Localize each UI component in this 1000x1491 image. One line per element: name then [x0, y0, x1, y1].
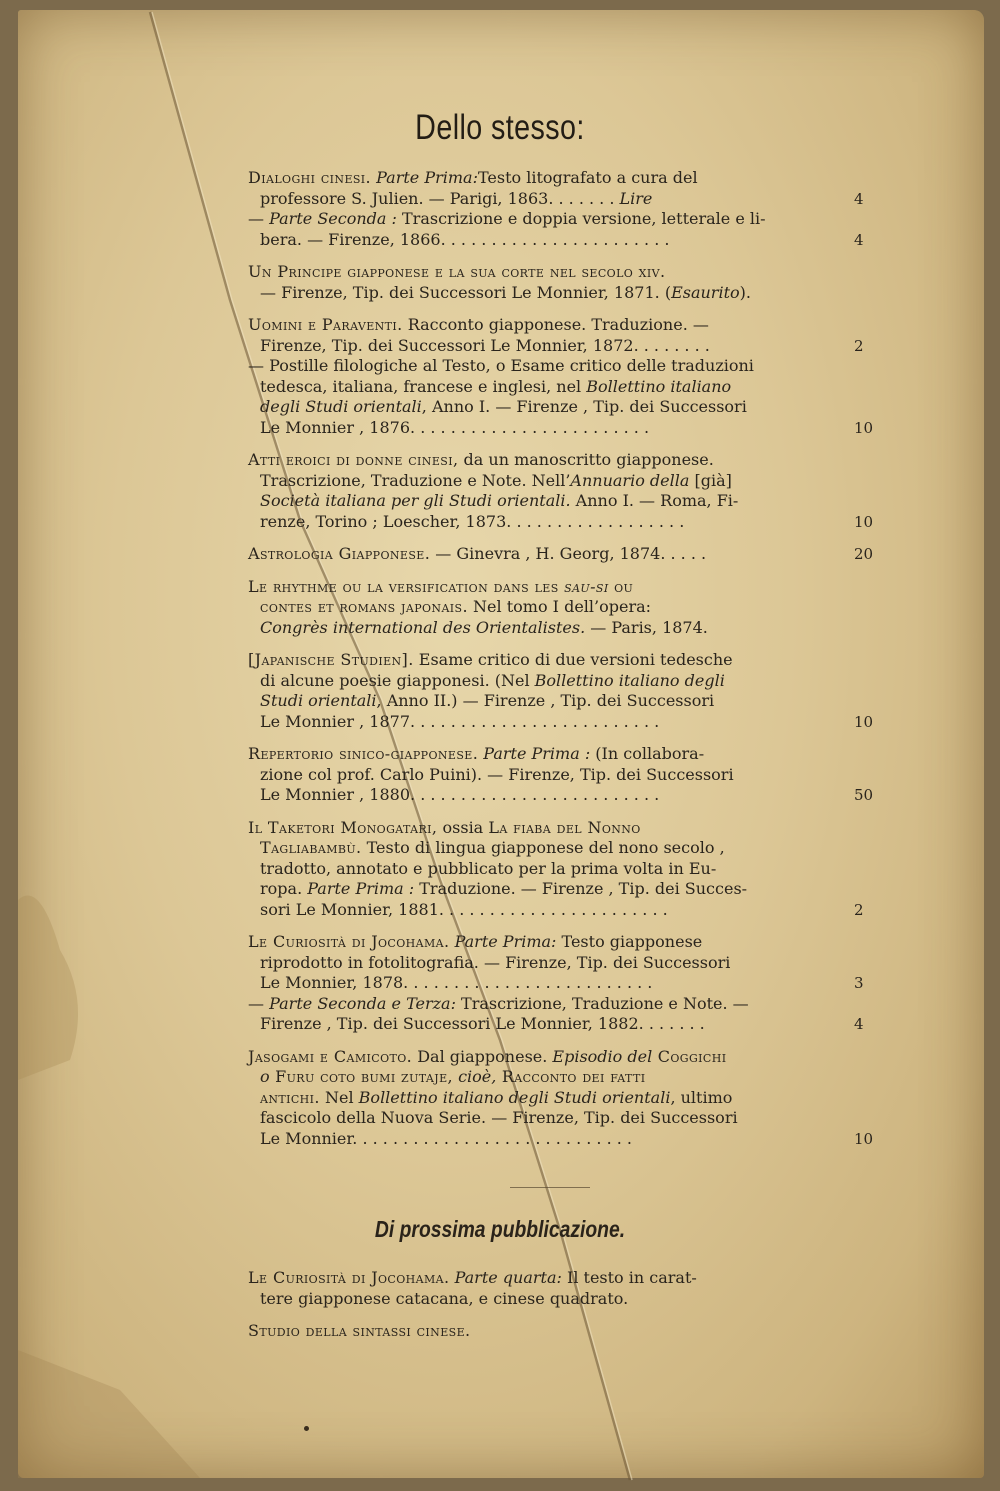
entry-text: Studi orientali: [260, 691, 377, 710]
bibliography-entry: [248, 577, 838, 639]
entry-line: [248, 879, 838, 900]
entry-text: Le Monnier, 1878. . . . . . . . . . . . . . . . . . . . . . . . .: [260, 973, 653, 992]
entry-line: [248, 1088, 838, 1109]
entry-line: [248, 188, 864, 210]
entry-text: Le Curiosità di Jocohama.: [248, 932, 450, 951]
entry-text: — Firenze, Tip. dei Successori Le Monnier, 1871. (: [260, 282, 672, 302]
entry-line: [248, 511, 874, 533]
entry-line: [248, 1289, 838, 1310]
entry-line: [248, 1067, 838, 1088]
entry-line: [248, 818, 838, 839]
entry-text: , Anno II.) — Firenze , Tip. dei Successori: [376, 691, 715, 710]
entry-line: [248, 671, 838, 692]
entry-text: Trascrizione, Traduzione e Note. Nell’: [260, 470, 571, 490]
entry-text: Le Monnier , 1877. . . . . . . . . . . . . . . . . . . . . . . . .: [260, 711, 660, 731]
entry-text: Traduzione. — Firenze , Tip. dei Succes-: [414, 879, 748, 898]
entry-text: — Paris, 1874.: [585, 617, 708, 637]
ink-spot: [304, 1426, 309, 1431]
page-title: Dello stesso:: [415, 108, 585, 147]
entry-text: Esaurito: [671, 282, 740, 302]
entry-line: [248, 744, 838, 765]
entry-text: ou: [608, 576, 634, 596]
price-value: 50: [854, 786, 874, 804]
entry-text: da un manoscritto giapponese.: [458, 450, 714, 469]
entry-text: Astrologia Giapponese.: [248, 544, 431, 563]
entry-text: — Postille filologiche al Testo, o Esame critico delle traduzioni: [248, 356, 754, 375]
upcoming-list: [248, 1268, 838, 1354]
bibliography-entry: [248, 650, 874, 732]
entry-text: Repertorio sinico-giapponese.: [248, 744, 479, 763]
entry-text: Parte Prima :: [478, 744, 591, 763]
entry-text: Atti eroici di donne cinesi,: [248, 450, 459, 469]
entry-line: [248, 597, 838, 618]
entry-text: contes et romans japonais.: [260, 597, 468, 616]
entry-text: fascicolo della Nuova Serie. — Firenze, Tip. dei Successori: [260, 1108, 738, 1127]
entry-text: riprodotto in fotolitografia. — Firenze, Tip. dei Successori: [260, 952, 731, 972]
entry-text: Nel: [319, 1087, 359, 1107]
entry-text: Esame critico di due versioni tedesche: [413, 650, 733, 669]
entry-text: antichi.: [260, 1087, 320, 1107]
entry-text: Parte Prima :: [307, 879, 415, 898]
entry-text: Episodio del: [552, 1046, 653, 1066]
price-value: 2: [854, 900, 864, 919]
bibliography-entry: [248, 315, 874, 438]
entry-line: [248, 283, 838, 304]
entry-text: Un Principe giapponese e la sua corte nel secolo xiv.: [248, 262, 666, 281]
bibliography-entry: [248, 932, 864, 1035]
entry-text: (In collabora-: [590, 744, 705, 763]
entry-text: Coggichi: [652, 1046, 727, 1066]
entry-text: Le Curiosità di Jocohama.: [248, 1268, 450, 1287]
price-value: 10: [854, 512, 874, 531]
entry-line: [248, 973, 864, 994]
entry-text: Anno I. — Roma, Fi-: [570, 491, 739, 510]
entry-line: [248, 544, 874, 565]
entry-text: Tagliabambù.: [260, 838, 362, 857]
entry-text: bera. — Firenze, 1866. . . . . . . . . . . . . . . . . . . . . . .: [260, 229, 670, 249]
entry-text: Lire: [619, 188, 653, 208]
entry-text: Testo giapponese: [556, 932, 703, 951]
bibliography-entry: [248, 544, 874, 565]
entry-text: tedesca, italiana, francese e inglesi, nel: [260, 376, 587, 396]
entry-text: Uomini e Paraventi.: [248, 315, 403, 334]
bibliography-entry: [248, 168, 864, 250]
entry-line: [248, 417, 874, 439]
entry-text: Testo di lingua giapponese del nono secolo ,: [361, 838, 725, 857]
entry-text: Il Taketori Monogatari,: [248, 817, 438, 837]
entry-line: [248, 335, 864, 357]
entry-text: Racconto giapponese. Traduzione. —: [402, 315, 709, 334]
entry-text: sau-si: [564, 576, 609, 596]
entry-text: Bollettino italiano: [586, 376, 732, 396]
upcoming-title: Di prossima pubblicazione.: [374, 1216, 626, 1242]
entry-text: Studio della sintassi cinese.: [248, 1321, 471, 1340]
price-value: 2: [854, 336, 864, 355]
entry-text: — Ginevra , H. Georg, 1874. . . . .: [430, 544, 707, 563]
entry-line: [248, 765, 838, 786]
entry-text: Le Monnier , 1876. . . . . . . . . . . . . . . . . . . . . . . .: [260, 417, 650, 437]
bibliography-entry: [248, 1046, 874, 1150]
entry-line: [248, 859, 838, 880]
entry-text: [già]: [689, 470, 732, 490]
entry-line: [248, 356, 838, 377]
entry-line: [248, 262, 838, 283]
entry-text: ossia: [437, 817, 489, 837]
entry-text: Dialoghi cinesi.: [248, 168, 372, 187]
bibliography-list: [248, 168, 874, 1161]
entry-line: [248, 1268, 838, 1289]
entry-text: Trascrizione e doppia versione, letterale e li-: [396, 209, 766, 228]
bibliography-entry: [248, 744, 874, 806]
entry-text: Testo litografato a cura del: [477, 168, 698, 187]
entry-text: Società italiana per gli Studi orientali.: [260, 491, 571, 510]
entry-text: Furu coto bumi zutaje,: [269, 1067, 453, 1086]
entry-line: [248, 691, 838, 712]
entry-text: Dal giapponese.: [412, 1046, 553, 1066]
upcoming-entry: [248, 1321, 838, 1342]
entry-line: [248, 838, 838, 859]
entry-line: [248, 1321, 838, 1342]
entry-line: [248, 1014, 864, 1035]
price-value: 10: [854, 418, 874, 437]
entry-text: degli Studi orientali: [260, 397, 422, 416]
entry-text: professore S. Julien. — Parigi, 1863. . . . . . .: [260, 188, 620, 208]
entry-line: [248, 711, 874, 733]
entry-line: [248, 577, 838, 598]
entry-text: sori Le Monnier, 1881. . . . . . . . . . . . . . . . . . . . . . .: [260, 899, 668, 919]
entry-text: Bollettino italiano degli: [534, 670, 725, 690]
entry-text: Parte Prima:: [371, 168, 478, 187]
price-value: 4: [854, 1015, 864, 1033]
entry-text: zione col prof. Carlo Puini). — Firenze, Tip. dei Successori: [260, 764, 734, 784]
entry-line: [248, 953, 838, 974]
entry-text: Parte Seconda e Terza:: [269, 993, 456, 1013]
entry-text: Nel tomo I dell’opera:: [467, 597, 652, 616]
price-value: 4: [854, 230, 864, 249]
entry-line: [248, 377, 838, 398]
entry-text: Jasogami e Camicoto.: [248, 1046, 413, 1066]
price-value: 4: [854, 189, 864, 208]
entry-line: [248, 450, 838, 471]
entry-text: di alcune poesie giapponesi. (Nel: [260, 670, 535, 690]
entry-line: [248, 650, 838, 671]
entry-text: Congrès international des Orientalistes.: [260, 617, 586, 637]
entry-line: [248, 491, 838, 512]
entry-text: Annuario della: [570, 470, 690, 490]
entry-text: renze, Torino ; Loescher, 1873. . . . . . . . . . . . . . . . . .: [260, 511, 685, 531]
entry-line: [248, 785, 874, 806]
entry-line: [248, 1128, 874, 1150]
upcoming-entry: [248, 1268, 838, 1309]
entry-line: [248, 1047, 838, 1068]
entry-text: tere giapponese catacana, e cinese quadrato.: [260, 1288, 629, 1308]
entry-line: [248, 1108, 838, 1129]
entry-text: tradotto, annotato e pubblicato per la prima volta in Eu-: [260, 858, 717, 878]
entry-text: Bollettino italiano degli Studi orientali: [358, 1087, 671, 1107]
entry-line: [248, 899, 864, 921]
entry-text: ropa.: [260, 879, 308, 898]
entry-text: Il testo in carat-: [561, 1268, 697, 1287]
entry-text: La fiaba del Nonno: [488, 817, 641, 837]
price-value: 20: [854, 545, 874, 563]
entry-text: —: [248, 993, 270, 1013]
entry-line: [248, 618, 838, 639]
entry-text: , Anno I. — Firenze , Tip. dei Successori: [421, 397, 747, 416]
entry-text: Le Monnier. . . . . . . . . . . . . . . . . . . . . . . . . . . .: [260, 1128, 633, 1148]
entry-text: cioè,: [452, 1067, 497, 1086]
entry-line: [248, 229, 864, 251]
entry-line: [248, 397, 838, 418]
entry-text: Le rhythme ou la versification dans les: [248, 576, 565, 596]
entry-text: [Japanische Studien].: [248, 650, 414, 669]
bibliography-entry: [248, 450, 874, 532]
entry-text: , ultimo: [670, 1087, 733, 1107]
entry-line: [248, 168, 838, 189]
separator-rule: [510, 1187, 590, 1188]
price-value: 3: [854, 974, 864, 992]
entry-text: Trascrizione, Traduzione e Note. —: [455, 993, 749, 1013]
entry-text: Firenze, Tip. dei Successori Le Monnier, 1872. . . . . . . .: [260, 335, 710, 355]
entry-text: Parte quarta:: [449, 1268, 562, 1287]
price-value: 10: [854, 1129, 874, 1148]
bibliography-entry: [248, 817, 864, 921]
entry-text: Firenze , Tip. dei Successori Le Monnier, 1882. . . . . . .: [260, 1014, 705, 1033]
entry-text: —: [248, 209, 270, 228]
entry-line: [248, 932, 838, 953]
entry-text: Le Monnier , 1880. . . . . . . . . . . . . . . . . . . . . . . . .: [260, 785, 660, 804]
entry-text: Racconto dei fatti: [496, 1067, 646, 1086]
entry-text: Parte Prima:: [449, 932, 557, 951]
entry-text: o: [260, 1067, 270, 1086]
entry-text: ).: [739, 282, 751, 302]
entry-line: [248, 471, 838, 492]
price-value: 10: [854, 712, 874, 731]
bibliography-entry: [248, 262, 838, 303]
entry-line: [248, 994, 838, 1015]
entry-text: Parte Seconda :: [269, 209, 397, 228]
entry-line: [248, 315, 838, 336]
entry-line: [248, 209, 838, 230]
